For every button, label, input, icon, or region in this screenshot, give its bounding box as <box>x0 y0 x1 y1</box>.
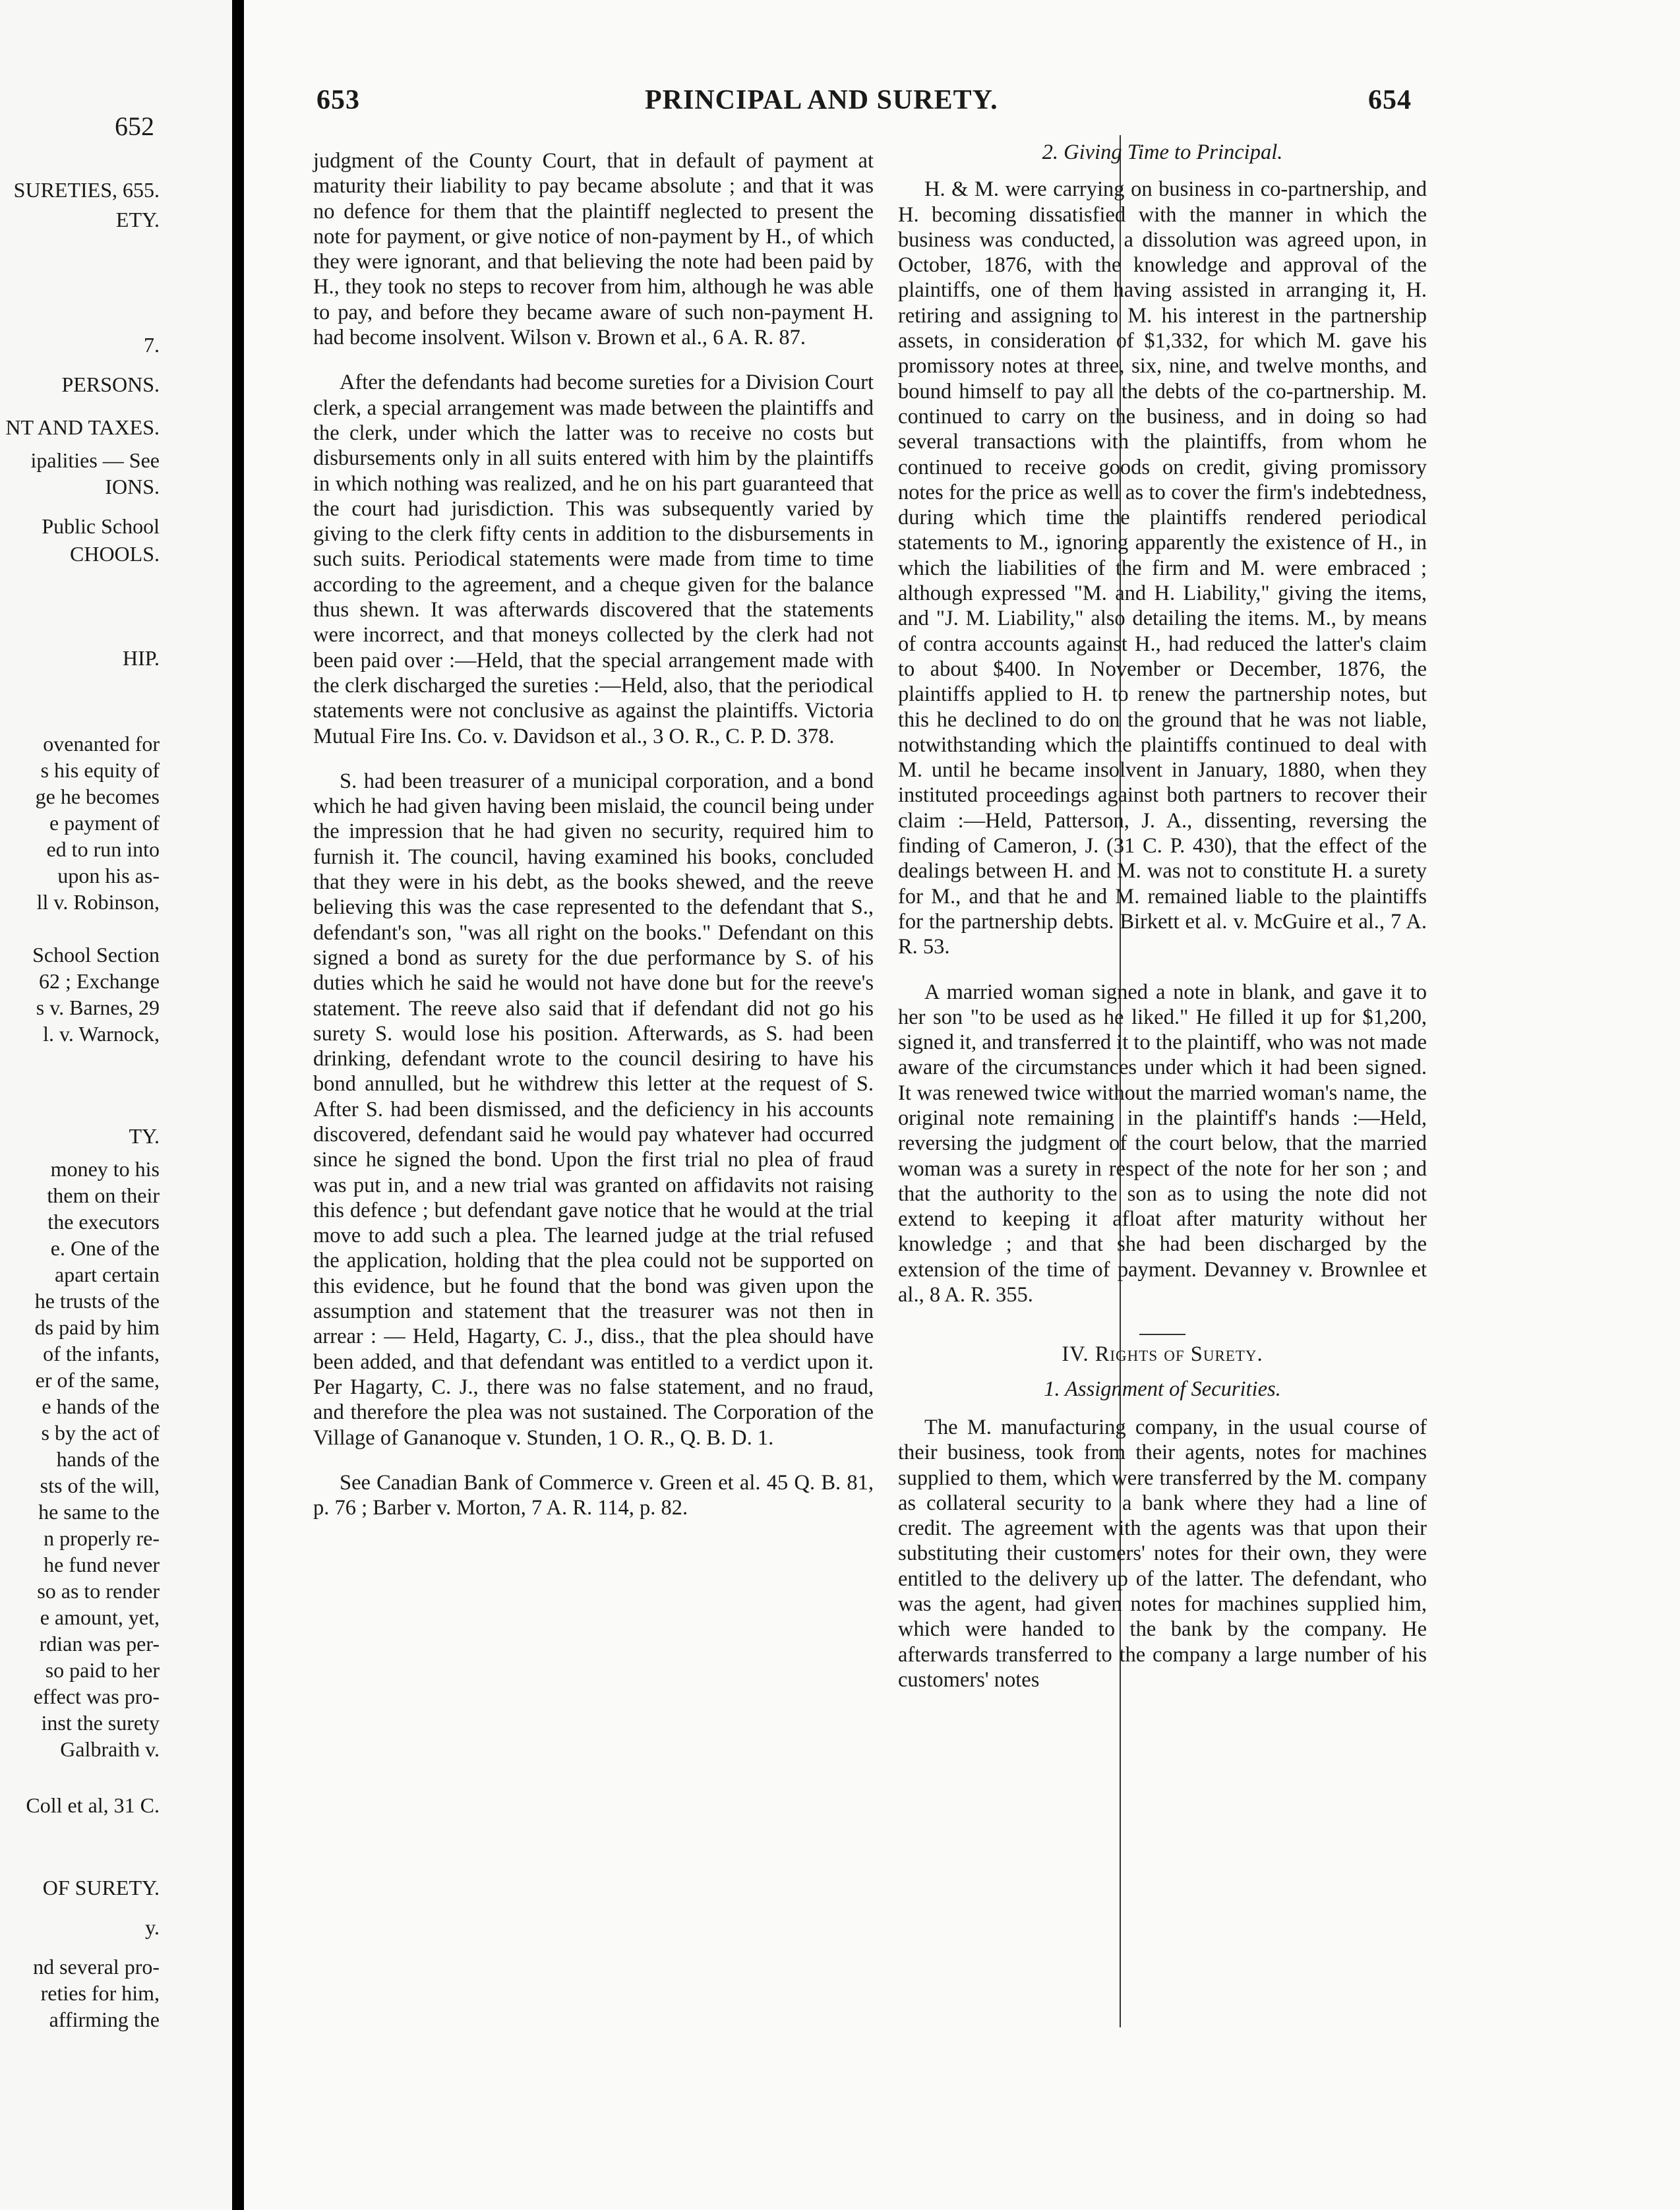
previous-page-number: 652 <box>115 111 154 141</box>
previous-page-line: SURETIES, 655. <box>13 178 160 202</box>
previous-page-line: PERSONS. <box>61 373 160 396</box>
previous-page-line: ge he becomes <box>35 785 160 808</box>
previous-page-line: hands of the <box>56 1447 160 1471</box>
right-page-number: 654 <box>1368 85 1412 115</box>
right-column-paragraph: H. & M. were carrying on business in co-partnership, and H. becoming dissatisfied with the manner in which the business was conducted, a dissolution was agreed upon, in October, 1876, with the knowledge and approval of the plaintiffs, one of them having assisted in arranging it, H. retiring and assigning to M. his interest in the partnership assets, in consideration of $1,332, for which M. gave his promissory notes at three, six, nine, and twelve months, and bound himself to pay all the debts of the co-partnership. M. continued to carry on the business, and in doing so had several transactions with the plaintiffs, from whom he continued to receive goods on credit, giving promissory notes for the price as well as to cover the firm's indebtedness, during which time the plaintiffs rendered periodical statements to M., ignoring apparently the existence of H., in which the liabilities of the firm and M. were embraced ; although expressed "M. and H. Liability," giving the items, and "J. M. Liability," also detailing the items. M., by means of contra accounts against H., had reduced the latter's claim to about $400. In November or December, 1876, the plaintiffs applied to H. to renew the partnership notes, but this he declined to do on the ground that he was not liable, notwithstanding which the plaintiffs continued to deal with M. until he became insolvent in January, 1880, when they instituted proceedings against both partners to recover their claim :—Held, Patterson, J. A., dissenting, reversing the finding of Cameron, J. (31 C. P. 430), that the effect of the dealings between H. and M. was not to constitute H. a surety for M., and that he and M. remained liable to the plaintiffs for the partnership debts. Birkett et al. v. McGuire et al., 7 A. R. 53. <box>898 177 1427 959</box>
book-page <box>244 0 1680 2210</box>
running-title: PRINCIPAL AND SURETY. <box>645 85 998 115</box>
previous-page-line: 62 ; Exchange <box>38 969 160 993</box>
previous-page-line: TY. <box>129 1124 160 1148</box>
previous-page-line: rdian was per- <box>39 1632 160 1656</box>
previous-page-line: 7. <box>144 333 160 357</box>
book-gutter <box>232 0 244 2210</box>
previous-page-line: upon his as- <box>57 864 160 887</box>
previous-page-line: of the infants, <box>43 1342 160 1365</box>
previous-page-line: l. v. Warnock, <box>43 1022 160 1046</box>
left-column-paragraph: See Canadian Bank of Commerce v. Green et al. 45 Q. B. 81, p. 76 ; Barber v. Morton, 7 A. R. 114, p. 82. <box>313 1470 874 1520</box>
previous-page-line: ll v. Robinson, <box>36 890 160 914</box>
previous-page-line: ed to run into <box>46 837 160 861</box>
previous-page-line: he fund never <box>44 1553 160 1576</box>
previous-page-line: nd several pro- <box>33 1955 160 1979</box>
subheading-giving-time: 2. Giving Time to Principal. <box>1042 140 1283 164</box>
right-column-paragraph: The M. manufacturing company, in the usual course of their business, took from their agents, notes for machines supplied to them, which were transferred by the M. company as collateral security to a bank where they had a line of credit. The agreement with the agents was that upon their substituting their customers' notes for their own, they were entitled to the delivery up of the latter. The defendant, who was the agent, had given notes for machines supplied him, which were handed to the bank by the company. He afterwards transferred to the company a large number of his customers' notes <box>898 1415 1427 1692</box>
previous-page-line: e hands of the <box>42 1394 160 1418</box>
previous-page-line: Galbraith v. <box>60 1737 160 1761</box>
previous-page-line: ETY. <box>115 208 160 231</box>
previous-page-line: he same to the <box>38 1500 160 1524</box>
previous-page-line: sts of the will, <box>40 1474 160 1497</box>
previous-page-line: School Section <box>32 943 160 967</box>
right-column-paragraph: A married woman signed a note in blank, and gave it to her son "to be used as he liked." He filled it up for $1,200, signed it, and transferred it to the plaintiff, who was not made aware of the circumstances under which it had been signed. It was renewed twice without the married woman's name, the original note remaining in the plaintiff's hands :—Held, reversing the judgment of the court below, that the married woman was a surety in respect of the note for her son ; and that the authority to the son as to using the note did not extend to keeping it afloat after maturity without her knowledge ; and that she had been discharged by the extension of the time of payment. Devanney v. Brownlee et al., 8 A. R. 355. <box>898 980 1427 1307</box>
section-heading-rights-of-surety: IV. Rights of Surety. <box>1062 1342 1263 1367</box>
previous-page-line: money to his <box>50 1157 160 1181</box>
previous-page-line: affirming the <box>49 2008 160 2031</box>
previous-page-line: OF SURETY. <box>42 1876 160 1899</box>
previous-page-line: y. <box>145 1915 160 1939</box>
previous-page-line: the executors <box>47 1210 160 1234</box>
previous-page-line: Public School <box>42 514 160 538</box>
previous-page-line: ovenanted for <box>43 732 160 756</box>
previous-page-line: effect was pro- <box>33 1685 160 1708</box>
previous-page-line: s v. Barnes, 29 <box>36 996 160 1019</box>
previous-page-line: he trusts of the <box>34 1289 160 1313</box>
previous-page-line: n properly re- <box>44 1526 160 1550</box>
previous-page-line: e payment of <box>49 811 160 835</box>
section-separator <box>1139 1334 1185 1335</box>
previous-page-line: CHOOLS. <box>69 542 160 566</box>
previous-page-line: them on their <box>47 1183 160 1207</box>
right-column <box>898 140 1427 1692</box>
previous-page-line: e amount, yet, <box>40 1605 160 1629</box>
previous-page-line: reties for him, <box>40 1981 160 2005</box>
previous-page-line: apart certain <box>55 1263 160 1286</box>
previous-page-line: Coll et al, 31 C. <box>26 1793 160 1817</box>
previous-page-line: so paid to her <box>45 1658 160 1682</box>
left-column-paragraph: After the defendants had become sureties for a Division Court clerk, a special arrangement was made between the plaintiffs and the clerk, under which the latter was to receive no costs but disbursements only in all suits entered with him by the plaintiffs in which nothing was realized, and he on his part guaranteed that the court had jurisdiction. This was subsequently varied by giving to the clerk fifty cents in addition to the disbursements in such suits. Periodical statements were made from time to time according to the agreement, and a cheque given for the balance thus shewn. It was afterwards discovered that the statements were incorrect, and that moneys collected by the clerk had not been paid over :—Held, that the special arrangement made with the clerk discharged the sureties :—Held, also, that the periodical statements were not conclusive as against the plaintiffs. Victoria Mutual Fire Ins. Co. v. Davidson et al., 3 O. R., C. P. D. 378. <box>313 371 874 748</box>
left-column-paragraph: judgment of the County Court, that in default of payment at maturity their liability to pay became absolute ; and that it was no defence for them that the plaintiff neglected to present the note for payment, or give notice of non-payment by H., of which they were ignorant, and that believing the note had been paid by H., they took no steps to recover from him, although he was able to pay, and before they became aware of such non-payment H. had become insolvent. Wilson v. Brown et al., 6 A. R. 87. <box>313 149 874 350</box>
previous-page-line: so as to render <box>37 1579 160 1603</box>
left-column <box>313 148 874 1520</box>
previous-page-line: er of the same, <box>35 1368 160 1392</box>
previous-page-fragment <box>0 0 232 2210</box>
previous-page-line: s his equity of <box>40 758 160 782</box>
previous-page-line: ipalities — See <box>30 448 160 472</box>
previous-page-line: inst the surety <box>41 1711 160 1735</box>
previous-page-line: NT AND TAXES. <box>5 415 160 439</box>
previous-page-line: HIP. <box>122 646 160 670</box>
previous-page-line: s by the act of <box>41 1421 160 1445</box>
previous-page-line: IONS. <box>105 475 160 498</box>
previous-page-line: ds paid by him <box>34 1315 160 1339</box>
left-column-paragraph: S. had been treasurer of a municipal corporation, and a bond which he had given having been mislaid, the council being under the impression that he had given no security, required him to furnish it. The council, having examined his books, concluded that they were in his debt, as the books shewed, and the reeve believing this was the case represented to the defendant that S., defendant's son, "was all right on the books." Defendant on this signed a bond as surety for the due performance by S. of his duties which he said he would not have done but for the reeve's statement. The reeve also said that if defendant did not go his surety S. would lose his position. Afterwards, as S. had been drinking, defendant wrote to the council desiring to have his bond annulled, but he withdrew this letter at the request of S. After S. had been dismissed, and the deficiency in his accounts discovered, defendant said he would pay whatever had occurred since he signed the bond. Upon the first trial no plea of fraud was put in, and a new trial was granted on affidavits not raising this defence ; but defendant gave notice that he would at the trial move to add such a plea. The learned judge at the trial refused the application, holding that the plea could not be supported on this evidence, but he found that the bond was given upon the assumption and statement that the treasurer was not then in arrear : — Held, Hagarty, C. J., diss., that the plea should have been added, and that defendant was entitled to a verdict upon it. Per Hagarty, C. J., there was no false statement, and no fraud, and therefore the plea was not sustained. The Corporation of the Village of Gananoque v. Stunden, 1 O. R., Q. B. D. 1. <box>313 769 874 1450</box>
left-page-number: 653 <box>316 85 360 115</box>
previous-page-line: e. One of the <box>50 1236 160 1260</box>
subheading-assignment-of-securities: 1. Assignment of Securities. <box>1044 1377 1281 1401</box>
